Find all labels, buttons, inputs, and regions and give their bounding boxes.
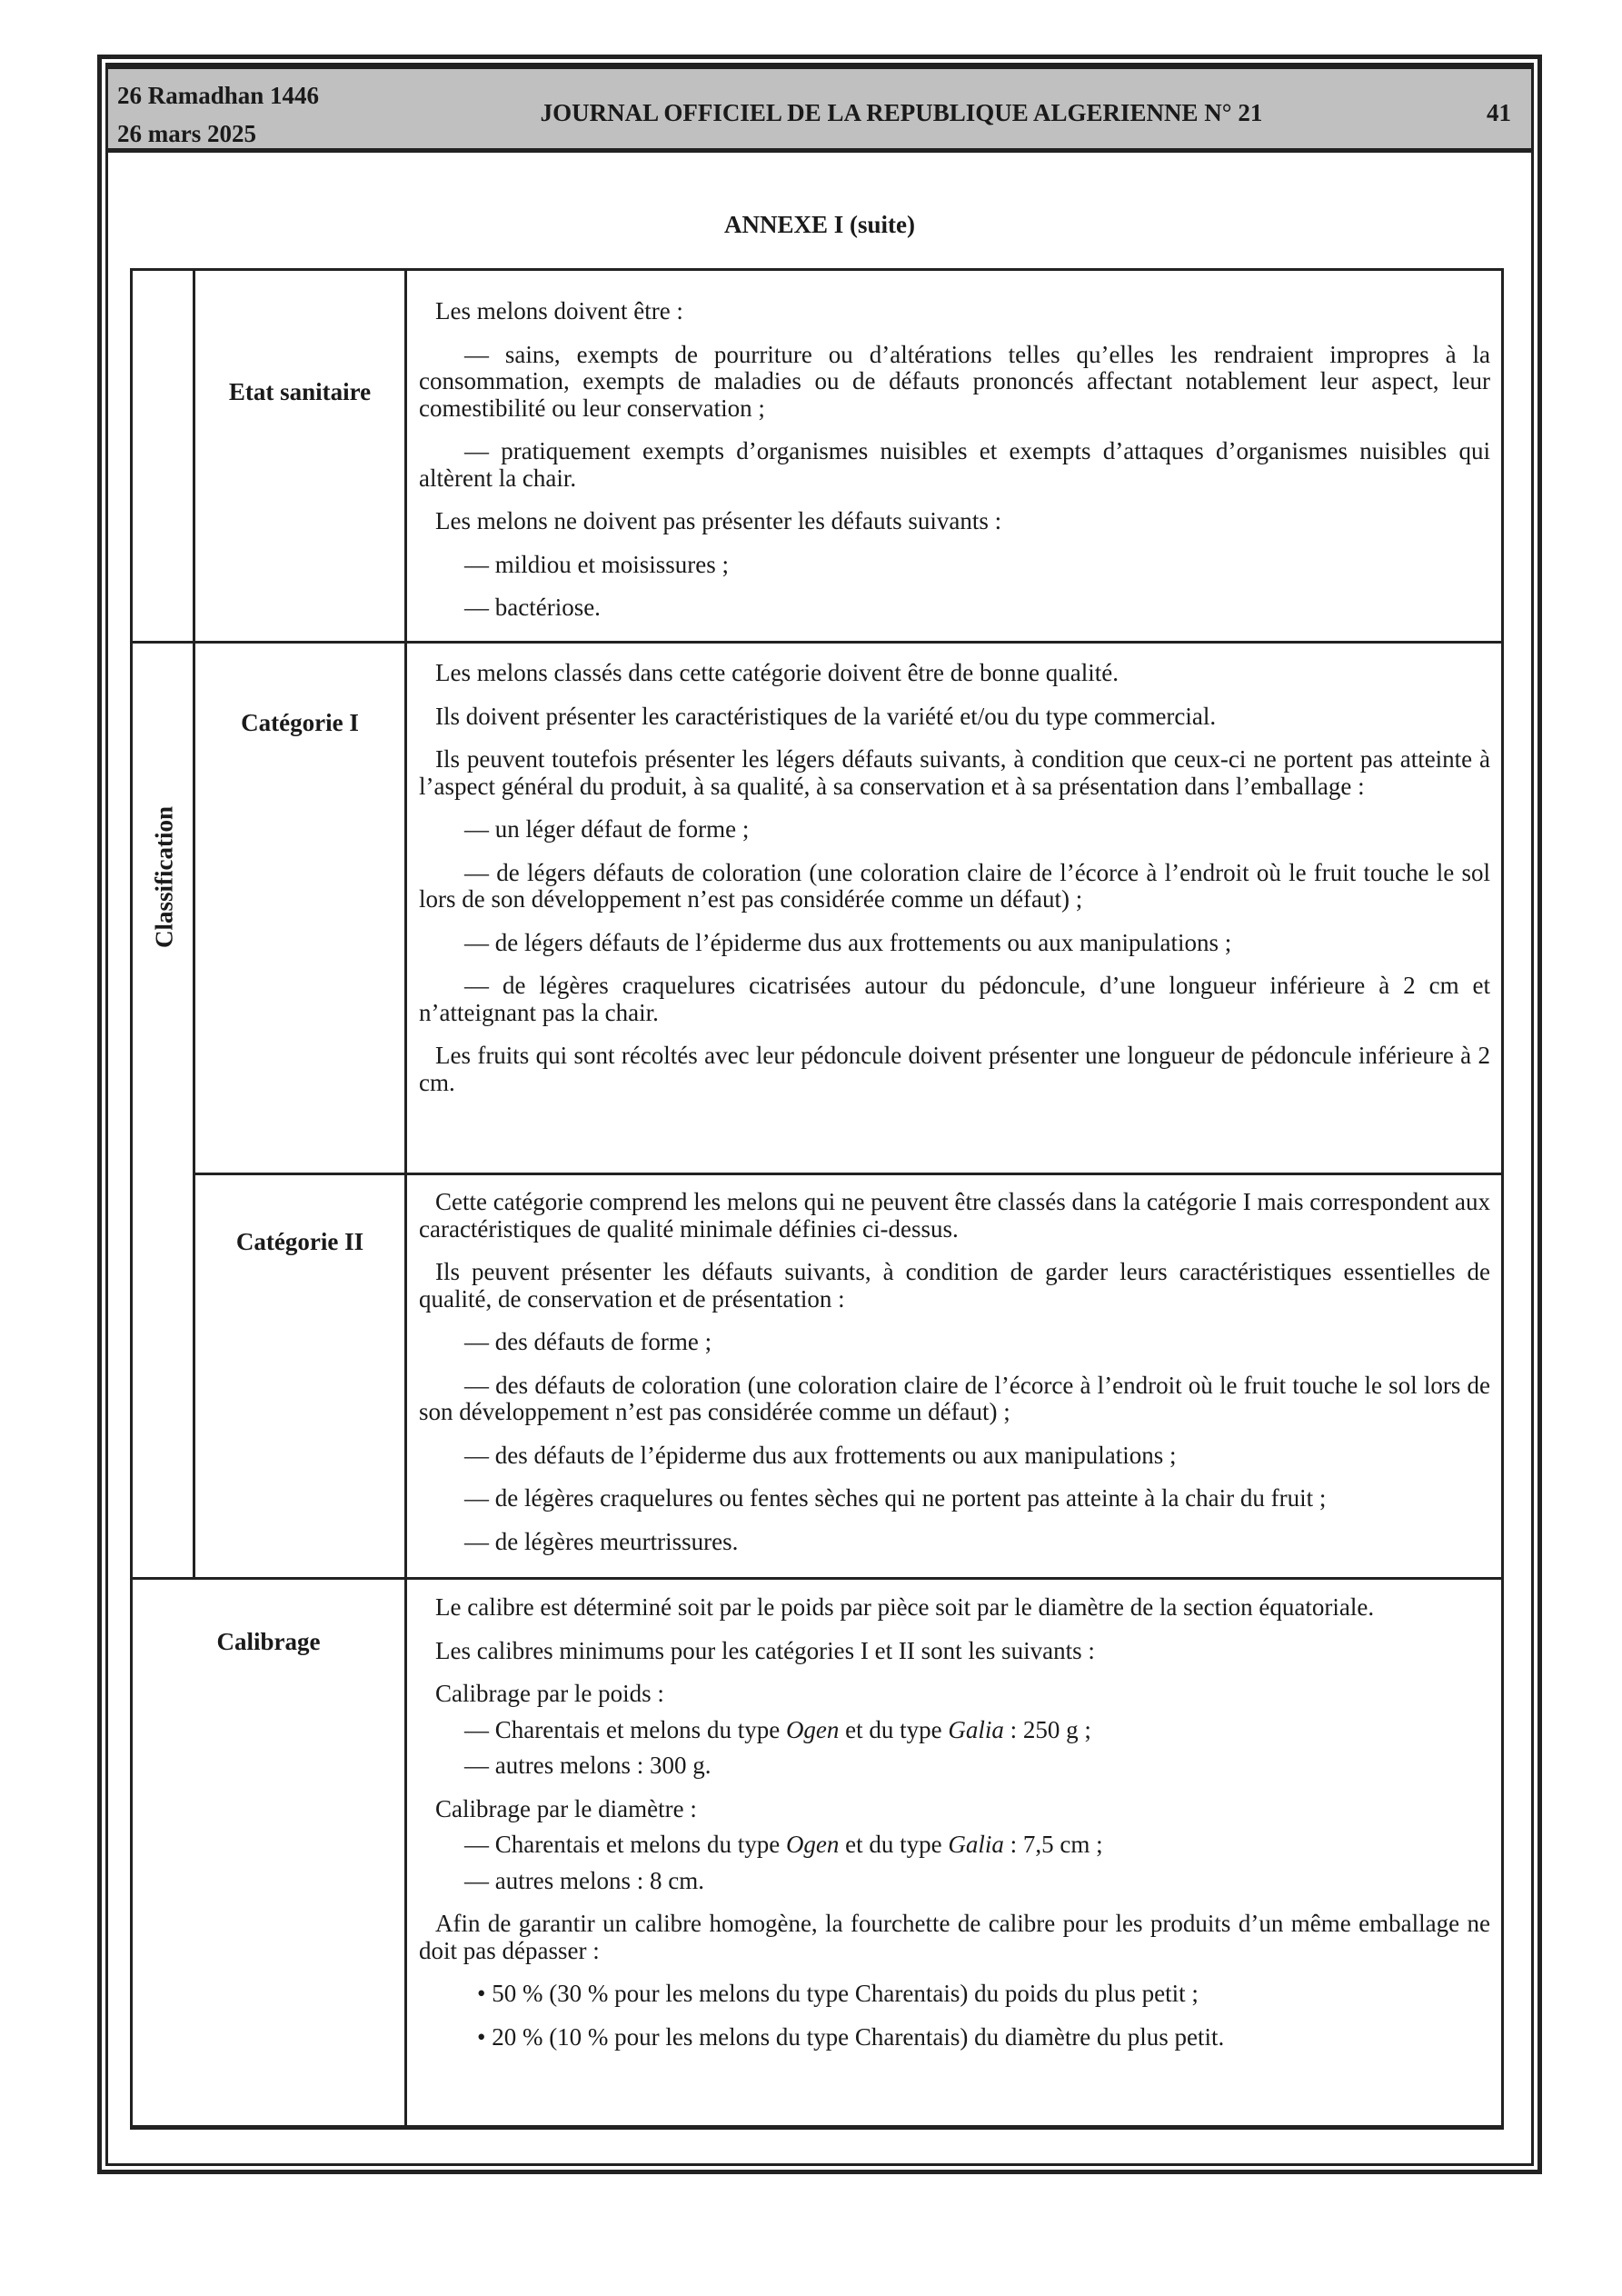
column-divider <box>193 271 195 1580</box>
row-label-etat-sanitaire: Etat sanitaire <box>228 378 372 405</box>
column-divider <box>404 271 407 2125</box>
text-segment: et du type <box>839 1831 949 1858</box>
dash-item <box>419 1442 1490 1470</box>
row-content-etat-sanitaire <box>410 298 1501 638</box>
dash-item <box>419 1868 1490 1895</box>
text-segment: — un léger défaut de forme ; <box>464 815 750 843</box>
text-segment: — des défauts de forme ; <box>464 1328 712 1355</box>
paragraph <box>419 1681 1490 1708</box>
annex-table <box>130 268 1504 2130</box>
dash-item <box>419 1529 1490 1556</box>
text-segment: — de légers défauts de coloration (une coloration claire de l’écorce à l’endroit où le fruit touche le sol lors de son développement n’est pas considérée comme un défaut) ; <box>419 858 1490 913</box>
dash-item <box>419 1717 1490 1744</box>
text-segment: — Charentais et melons du type <box>464 1831 786 1858</box>
text-segment: Ils doivent présenter les caractéristiques de la variété et/ou du type commercial. <box>435 702 1217 730</box>
italic-term: Galia <box>948 1831 1004 1858</box>
italic-term: Galia <box>948 1715 1004 1743</box>
dash-item <box>419 552 1490 579</box>
row-divider <box>133 1577 1501 1580</box>
bullet-item <box>419 1981 1490 2008</box>
row-divider <box>193 1173 1501 1175</box>
paragraph <box>419 1796 1490 1823</box>
italic-term: Ogen <box>785 1831 840 1858</box>
classification-label: Classification <box>150 805 178 949</box>
text-segment: — bactériose. <box>464 594 601 621</box>
text-segment: : 7,5 cm ; <box>1003 1831 1103 1858</box>
text-segment: Les calibres minimums pour les catégories I et II sont les suivants : <box>435 1636 1095 1664</box>
row-content-categorie-1 <box>410 660 1501 1113</box>
header-page-number: 41 <box>1487 99 1511 126</box>
dash-item <box>419 860 1490 913</box>
text-segment: Le calibre est déterminé soit par le poids par pièce soit par le diamètre de la section équatoriale. <box>435 1593 1375 1621</box>
header-date-hijri: 26 Ramadhan 1446 <box>117 82 320 109</box>
text-segment: et du type <box>839 1715 949 1743</box>
text-segment: — Charentais et melons du type <box>464 1715 786 1743</box>
text-segment: — sains, exempts de pourriture ou d’altérations telles qu’elles les rendraient impropres à la consommation, exempts de maladies ou de défauts prononcés affectant notablement leur aspect, leur comestibilité ou leur conservation ; <box>419 340 1490 422</box>
text-segment: — autres melons : 300 g. <box>464 1752 711 1779</box>
text-segment: — autres melons : 8 cm. <box>464 1866 704 1894</box>
text-segment: • 20 % (10 % pour les melons du type Charentais) du diamètre du plus petit. <box>477 2022 1225 2051</box>
text-segment: Les melons doivent être : <box>435 297 683 324</box>
paragraph <box>419 1189 1490 1243</box>
bullet-item <box>419 2024 1490 2051</box>
dash-item <box>419 594 1490 622</box>
paragraph <box>419 298 1490 325</box>
header-journal-title: JOURNAL OFFICIEL DE LA REPUBLIQUE ALGERIENNE N° 21 <box>540 99 1263 126</box>
dash-item <box>419 816 1490 844</box>
text-segment: Calibrage par le diamètre : <box>435 1794 697 1822</box>
text-segment: Ils peuvent toutefois présenter les légers défauts suivants, à condition que ceux-ci ne portent pas atteinte à l’aspect général du produit, à sa qualité, à sa conservation et à sa présentation dans l’emballage : <box>419 745 1490 800</box>
text-segment: Les fruits qui sont récoltés avec leur pédoncule doivent présenter une longueur de pédoncule inférieure à 2 cm. <box>419 1042 1490 1096</box>
paragraph <box>419 508 1490 535</box>
paragraph <box>419 1594 1490 1622</box>
paragraph <box>419 660 1490 687</box>
annex-title: ANNEXE I (suite) <box>723 211 915 238</box>
row-content-calibrage <box>410 1594 1501 2067</box>
dash-item <box>419 438 1490 492</box>
text-segment: — des défauts de l’épiderme dus aux frottements ou aux manipulations ; <box>464 1441 1177 1469</box>
text-segment: Calibrage par le poids : <box>435 1680 664 1707</box>
row-divider <box>133 641 1501 644</box>
dash-item <box>419 973 1490 1026</box>
text-segment: — de légères meurtrissures. <box>464 1527 739 1555</box>
paragraph <box>419 1259 1490 1313</box>
text-segment: — des défauts de coloration (une coloration claire de l’écorce à l’endroit où le fruit touche le sol lors de son développement n’est pas considérée comme un défaut) ; <box>419 1371 1490 1425</box>
text-segment: Les melons classés dans cette catégorie doivent être de bonne qualité. <box>435 659 1119 686</box>
journal-header <box>108 65 1531 153</box>
paragraph <box>419 746 1490 800</box>
dash-item <box>419 1832 1490 1859</box>
text-segment: Cette catégorie comprend les melons qui ne peuvent être classés dans la catégorie I mais correspondent aux caractéristiques de qualité minimale définies ci-dessus. <box>419 1188 1490 1243</box>
dash-item <box>419 1485 1490 1512</box>
paragraph <box>419 1911 1490 1964</box>
italic-term: Ogen <box>785 1715 840 1743</box>
text-segment: Ils peuvent présenter les défauts suivants, à condition de garder leurs caractéristiques essentielles de qualité, de conservation et de présentation : <box>419 1258 1490 1313</box>
text-segment: — de légers défauts de l’épiderme dus aux frottements ou aux manipulations ; <box>464 928 1232 956</box>
paragraph <box>419 1638 1490 1665</box>
text-segment: Afin de garantir un calibre homogène, la fourchette de calibre pour les produits d’un même emballage ne doit pas dépasser : <box>419 1910 1490 1964</box>
row-label-categorie-1: Catégorie I <box>241 709 359 736</box>
dash-item <box>419 342 1490 423</box>
header-date-gregorian: 26 mars 2025 <box>117 120 256 147</box>
dash-item <box>419 930 1490 957</box>
text-segment: — mildiou et moisissures ; <box>464 550 730 578</box>
dash-item <box>419 1752 1490 1780</box>
paragraph <box>419 1043 1490 1096</box>
dash-item <box>419 1329 1490 1356</box>
text-segment: • 50 % (30 % pour les melons du type Charentais) du poids du plus petit ; <box>477 1980 1199 2007</box>
text-segment: Les melons ne doivent pas présenter les défauts suivants : <box>435 507 1002 534</box>
text-segment: — de légères craquelures cicatrisées autour du pédoncule, d’une longueur inférieure à 2 cm et n’atteignant pas la chair. <box>419 972 1490 1026</box>
text-segment: — pratiquement exempts d’organismes nuisibles et exempts d’attaques d’organismes nuisibles qui altèrent la chair. <box>419 437 1490 492</box>
row-label-categorie-2: Catégorie II <box>235 1228 364 1255</box>
text-segment: — de légères craquelures ou fentes sèches qui ne portent pas atteinte à la chair du fruit ; <box>464 1484 1327 1512</box>
row-content-categorie-2 <box>410 1189 1501 1572</box>
paragraph <box>419 704 1490 731</box>
dash-item <box>419 1373 1490 1426</box>
text-segment: : 250 g ; <box>1003 1715 1091 1743</box>
row-label-calibrage: Calibrage <box>216 1628 321 1655</box>
